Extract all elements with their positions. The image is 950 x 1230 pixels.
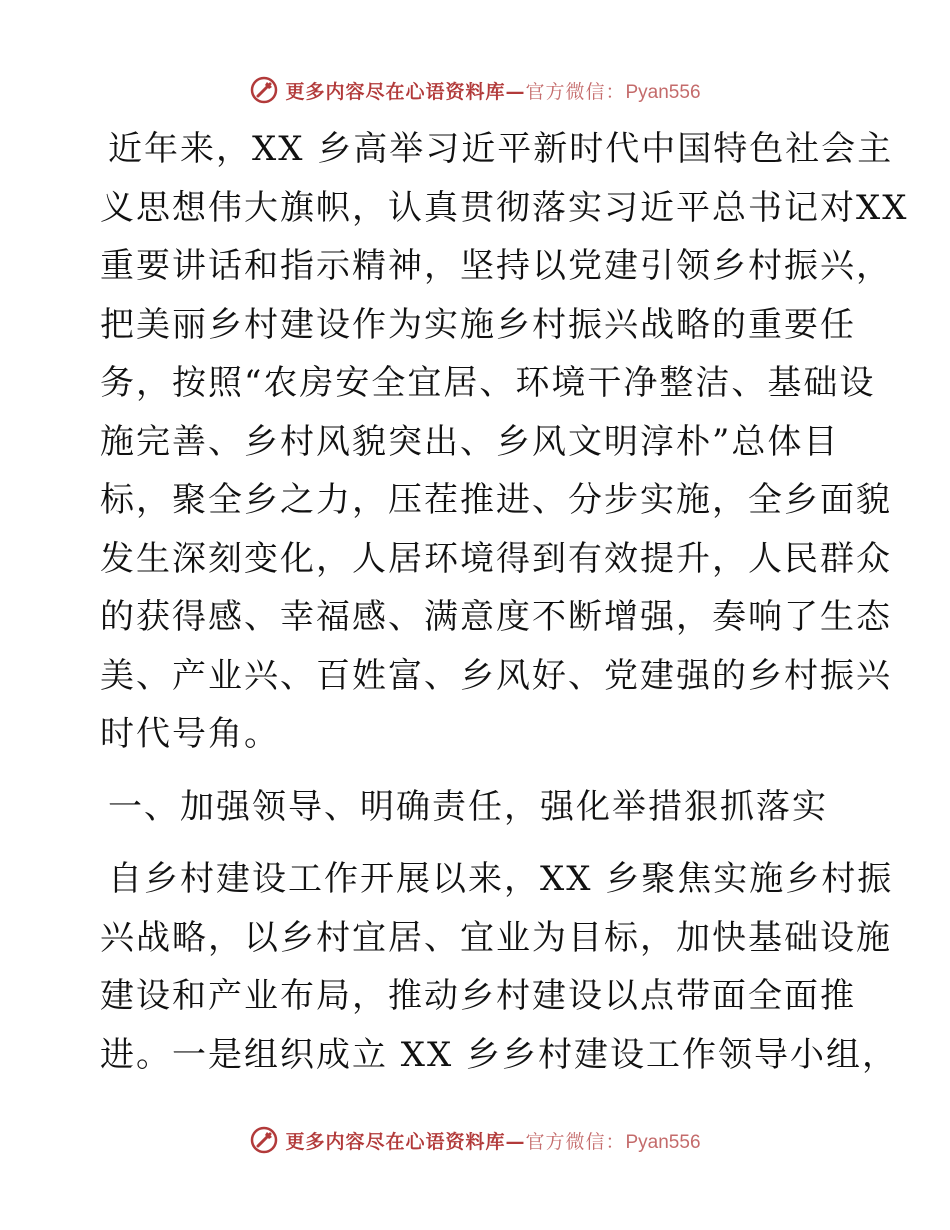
quill-seal-logo: [249, 1125, 279, 1155]
quill-seal-logo: [249, 75, 279, 105]
intro-line: 义思想伟大旗帜，认真贯彻落实习近平总书记对XX: [100, 187, 909, 228]
section-line: 进。一是组织成立 XX 乡乡村建设工作领导小组，: [100, 1034, 899, 1075]
section-line: 建设和产业布局，推动乡村建设以点带面全面推: [100, 976, 856, 1016]
footer-watermark-banner: [0, 1120, 950, 1160]
intro-line: 近年来，XX 乡高举习近平新时代中国特色社会主: [108, 129, 894, 169]
document-body: [100, 120, 909, 1084]
paragraph-spacer: [100, 764, 860, 778]
section-line: 自乡村建设工作开展以来，XX 乡聚焦实施乡村振: [108, 859, 894, 899]
header-watermark-banner: [0, 70, 950, 110]
intro-line: 把美丽乡村建设作为实施乡村振兴战略的重要任: [100, 304, 856, 345]
banner-main-text: 更多内容尽在心语资料库—: [285, 1130, 526, 1153]
intro-line: 标，聚全乡之力，压茬推进、分步实施，全乡面貌: [100, 480, 892, 520]
intro-line: 施完善、乡村风貌突出、乡风文明淳朴”总体目: [100, 421, 840, 462]
banner-handle: Pyan556: [625, 81, 701, 103]
banner-wechat-label: 官方微信：: [525, 80, 626, 103]
banner-main-text: 更多内容尽在心语资料库—: [285, 80, 526, 103]
intro-line: 的获得感、幸福感、满意度不断增强，奏响了生态: [100, 597, 892, 637]
intro-line: 务，按照“农房安全宜居、环境干净整洁、基础设: [100, 363, 876, 403]
section-paragraph: [100, 850, 899, 1084]
intro-line: 重要讲话和指示精神，坚持以党建引领乡村振兴，: [100, 246, 892, 286]
section-heading-paragraph: [100, 778, 860, 837]
intro-line: 发生深刻变化，人居环境得到有效提升，人民群众: [100, 538, 892, 579]
banner-wechat-label: 官方微信：: [525, 1130, 626, 1153]
banner-text: [285, 1127, 700, 1154]
section-heading: 一、加强领导、明确责任，强化举措狠抓落实: [108, 786, 828, 827]
banner-handle: Pyan556: [625, 1131, 701, 1153]
intro-paragraph: [100, 120, 909, 764]
intro-line: 美、产业兴、百姓富、乡风好、党建强的乡村振兴: [100, 655, 892, 696]
intro-line: 时代号角。: [100, 714, 280, 754]
paragraph-spacer: [100, 836, 860, 850]
section-line: 兴战略，以乡村宜居、宜业为目标，加快基础设施: [100, 917, 892, 958]
banner-text: [285, 77, 700, 104]
